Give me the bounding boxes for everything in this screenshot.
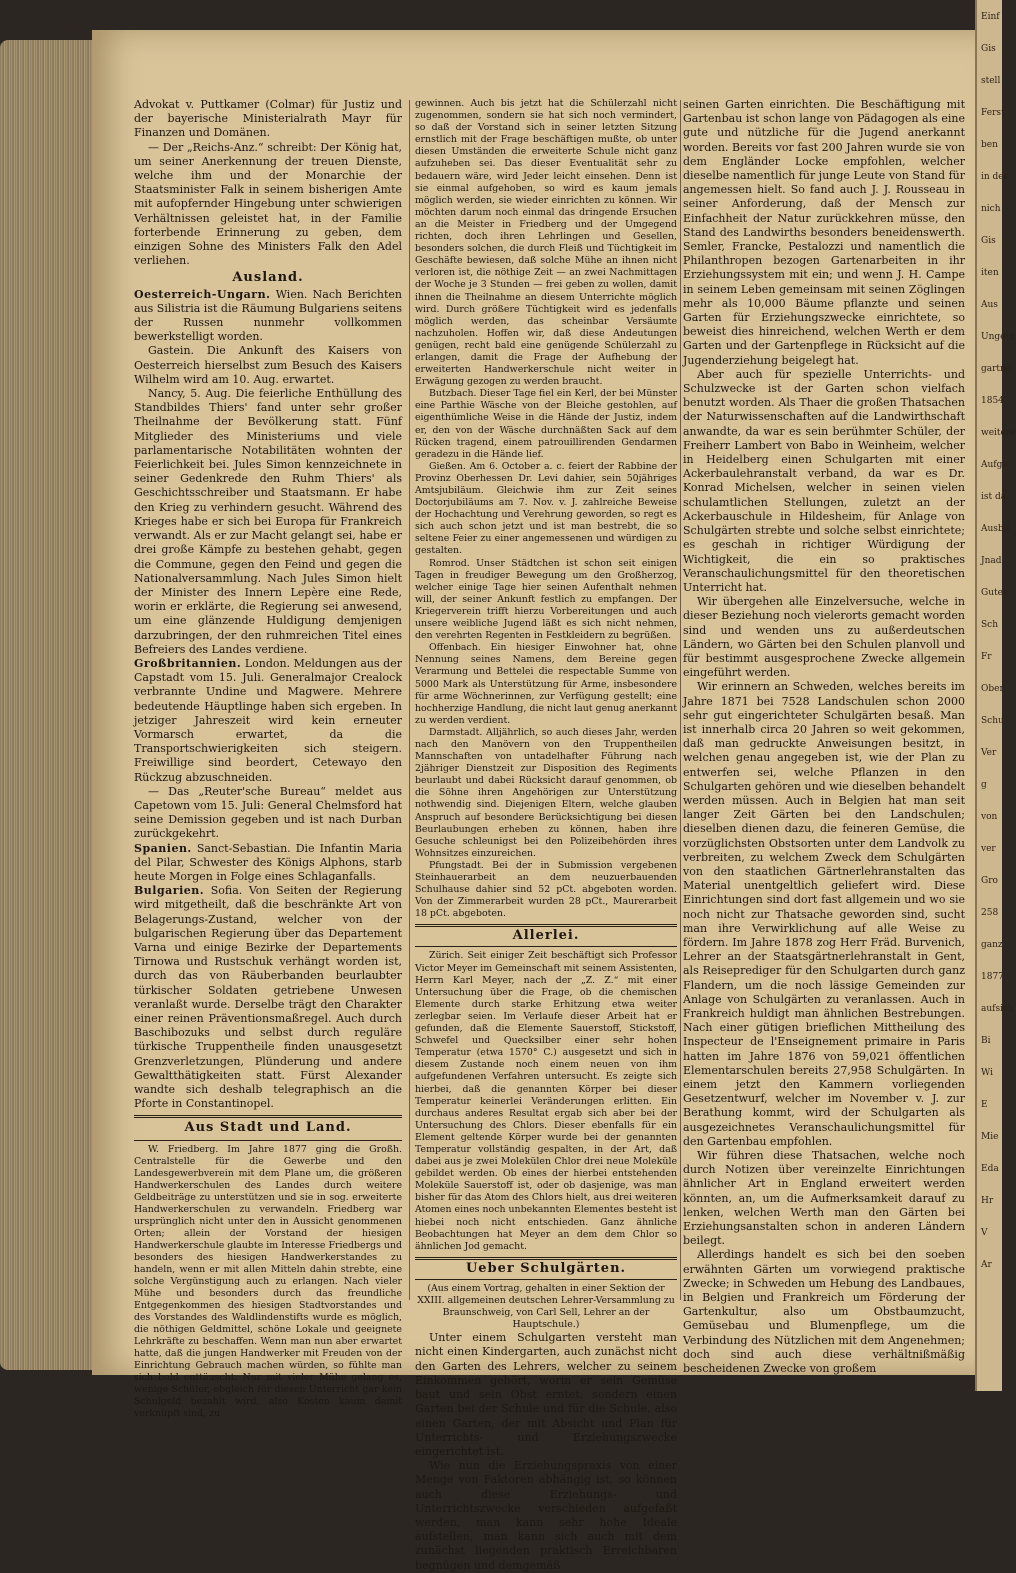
edge-text-fragment: ist da bbox=[981, 492, 1007, 502]
edge-text-fragment: Bi bbox=[981, 1036, 991, 1046]
paragraph: Gießen. Am 6. October a. c. feiert der Rabbine der Provinz Oberhessen Dr. Levi dahier, sein 50jähriges Amtsjubiläum. Gleichwie ihm zur Zeit seines Doctorjubiläums am 7. Nov. v. J. zahlreiche Beweise der Hochachtung und Verehrung geworden, so regt es sich auch schon jetzt und ist man bestrebt, die so seltene Feier zu einer angemessenen und würdigen zu gestalten. bbox=[415, 460, 677, 557]
paragraph: Butzbach. Dieser Tage fiel ein Kerl, der bei Münster eine Parthie Wäsche von der Bleiche gestohlen, auf eigenthümliche Weise in die Hände der Justiz, indem er, den von der Wäsche durchnäßten Sack auf dem Rücken tragend, einem patrouillirenden Gendarmen geradezu in die Hände lief. bbox=[415, 388, 677, 460]
edge-text-fragment: gartne bbox=[981, 364, 1012, 374]
paragraph: Wir übergehen alle Einzelversuche, welche in dieser Beziehung noch vielerorts gemacht worden sind und wenden uns zu außerdeutschen Ländern, wo Gärten bei den Schulen planvoll und für bestimmt ausgesprochene Zwecke allgemein eingeführt werden. bbox=[683, 595, 965, 680]
paragraph: gewinnen. Auch bis jetzt hat die Schülerzahl nicht zugenommen, sondern sie hat sich noch vermindert, so daß der Vorstand sich in seiner letzten Sitzung ernstlich mit der Frage beschäftigen mußte, ob unter diesen Umständen die erweiterte Schule nicht ganz aufzuheben sei. Das dieser Eventualität sehr zu bedauern wäre, wird Jeder leicht einsehen. Denn ist sie einmal aufgehoben, so wird es kaum jemals möglich werden, sie wieder einrichten zu können. Wir möchten darum noch einmal das dringende Ersuchen an die Meister in Friedberg und der Umgegend richten, doch ihren Lehrlingen und Gesellen, besonders solchen, die durch Fleiß und Tüchtigkeit im Geschäfte bewiesen, daß solche Mühe an ihnen nicht verloren ist, die nöthige Zeit — an zwei Nachmittagen der Woche je 3 Stunden — frei geben zu wollen, damit ihnen die Theilnahme an diesem Unterrichte möglich wird. Durch größere Tüchtigkeit wird es jedenfalls möglich werden, das scheinbar Versäumte nachzuholen. Hoffen wir, daß diese Andeutungen genügen, recht bald eine genügende Schülerzahl zu erlangen, damit die Frage der Aufhebung der erweiterten Handwerkerschule nicht weiter in Erwägung gezogen zu werden braucht. bbox=[415, 98, 677, 388]
edge-text-fragment: Ferst bbox=[981, 108, 1005, 118]
country-heading: Oesterreich-Ungarn. bbox=[134, 287, 271, 301]
next-page-edge bbox=[975, 0, 1016, 1391]
article-subtitle: (Aus einem Vortrag, gehalten in einer Sektion der XXIII. allgemeinen deutschen Lehrer-Versammlung zu Braunschweig, von Carl Sell, Lehrer an der Hauptschule.) bbox=[417, 1282, 675, 1331]
edge-text-fragment: Eda bbox=[981, 1164, 999, 1174]
section-rule bbox=[134, 1140, 402, 1141]
paragraph: Wie nun die Erziehungspraxis von einer Menge von Faktoren abhängig ist, so können auch diese Erziehungs- und Unterrichtszwecke verschieden aufgefaßt werden, man kann sehr hohe Ideale aufstellen, man kann sich auch mit dem zunächst liegenden praktisch Erreichbaren begnügen und demgemäß bbox=[415, 1459, 677, 1572]
edge-text-fragment: Gro bbox=[981, 876, 998, 886]
section-rule bbox=[415, 946, 677, 947]
edge-text-fragment: aufsich bbox=[981, 1004, 1014, 1014]
edge-text-fragment: weitere bbox=[981, 428, 1016, 438]
edge-text-fragment: Schu bbox=[981, 716, 1004, 726]
paragraph: Romrod. Unser Städtchen ist schon seit einigen Tagen in freudiger Bewegung um den Großherzog, welcher einige Tage hier seinen Aufenthalt nehmen will, der seiner Ankunft festlich zu empfangen. Der Kriegerverein trifft hierzu Vorbereitungen und auch unsere weibliche Jugend läßt es sich nicht nehmen, den verehrten Regenten in Festkleidern zu begrüßen. bbox=[415, 557, 677, 642]
paragraph: Wir erinnern an Schweden, welches bereits im Jahre 1871 bei 7528 Landschulen schon 2000 sehr gut eingerichteter Schulgärten besaß. Man ist innerhalb circa 20 Jahren so weit gekommen, daß man gedruckte Anweisungen besitzt, in welchen genau angegeben ist, wie der Plan zu entwerfen sei, welche Pflanzen in den Schulgarten gehören und wie dieselben behandelt werden müssen. Auch in Belgien hat man seit langer Zeit Gärten bei den Landschulen; dieselben dienen dazu, die feineren Gemüse, die vorzüglichsten Obstsorten unter dem Landvolk zu verbreiten, zu welchem Zweck dem Schulgärten von den staatlichen Gärtnerlehranstalten das Material unentgeltlich geliefert wird. Diese Einrichtungen sind dort fast allgemein und wo sie noch nicht zur Thatsache geworden sind, sucht man ihre Verwirklichung auf alle Weise zu fördern. Im Jahre 1878 zog Herr Fräd. Burvenich, Lehrer an der Staatsgärtnerlehranstalt in Gent, als Reiseprediger für den Schulgarten durch ganz Flandern, um die noch lässige Gemeinden zur Anlage von Schulgärten zu veranlassen. Auch in Frankreich huldigt man ähnlichen Bestrebungen. Nach einer gütigen brieflichen Mittheilung des Inspecteur de l'Enseignement primaire in Paris hatten im Jahre 1876 von 59,021 öffentlichen Elementarschulen bereits 27,958 Schulgärten. In einem jetzt den Kammern vorliegenden Gesetzentwurf, welcher im November v. J. zur Berathung kommt, wird der Schulgarten als ausgezeichnetes Veranschaulichungsmittel für den Gartenbau empfohlen. bbox=[683, 680, 965, 1148]
section-heading: Aus Stadt und Land. bbox=[184, 1120, 352, 1136]
edge-text-fragment: stell bbox=[981, 76, 1001, 86]
paragraph: Wien. Nach Berichten aus Silistria ist die Räumung Bulgariens seitens der Russen nunmehr vollkommen bewerkstelligt worden. bbox=[134, 287, 402, 344]
paragraph: Sanct-Sebastian. Die Infantin Maria del Pilar, Schwester des Königs Alphons, starb heute Morgen in Folge eines Schlaganfalls. bbox=[134, 841, 402, 883]
paragraph: Nancy, 5. Aug. Die feierliche Enthüllung des Standbildes Thiers' fand unter sehr großer Theilnahme der Bevölkerung statt. Fünf Mitglieder des Ministeriums und viele parlamentarische Notabilitäten wohnten der Feierlichkeit bei. Jules Simon kennzeichnete in seiner Gedenkrede den Ruhm Thiers' als Geschichtsschreiber und Staatsmann. Er habe den Krieg zu verhindern gesucht. Während des Krieges habe er sich bei Europa für Frankreich verwandt. Als er zur Macht gelangt sei, habe er drei große Kämpfe zu bestehen gehabt, gegen die Commune, gegen den Feind und gegen die Nationalversammlung. Nach Jules Simon hielt der Minister des Innern Lepère eine Rede, worin er erklärte, die Regierung sei anwesend, um eine glänzende Huldigung demjenigen darzubringen, der den ruhmreichen Titel eines Befreiers des Landes verdiene. bbox=[134, 387, 402, 656]
edge-text-fragment: Aus bbox=[981, 300, 998, 310]
edge-text-fragment: E bbox=[981, 1100, 988, 1110]
paragraph: Advokat v. Puttkamer (Colmar) für Justiz und der bayerische Ministerialrath Mayr für Finanzen und Domänen. bbox=[134, 98, 402, 140]
section-heading: Allerlei. bbox=[512, 928, 580, 944]
edge-text-fragment: ben bbox=[981, 140, 998, 150]
edge-text-fragment: Gis bbox=[981, 44, 996, 54]
edge-text-fragment: in der bbox=[981, 172, 1008, 182]
edge-text-fragment: 1877 bbox=[981, 972, 1004, 982]
paragraph: — Der „Reichs-Anz.“ schreibt: Der König hat, um seiner Anerkennung der treuen Dienste, welche ihm und der Monarchie der Staatsminister Falk in seinem bisherigen Amte mit aufopfernder Hingebung unter schwierigen Verhältnissen geleistet hat, in der Familie forterbende Erinnerung zu geben, dem einzigen Sohne des Ministers Falk den Adel verliehen. bbox=[134, 140, 402, 268]
article-heading: Ueber Schulgärten. bbox=[465, 1260, 627, 1276]
edge-text-fragment: Wi bbox=[981, 1068, 993, 1078]
section-rule bbox=[415, 1279, 677, 1280]
paragraph: Pfungstadt. Bei der in Submission vergebenen Steinhauerarbeit an dem neuzuerbauenden Schulhause dahier sind 52 pCt. abgeboten worden. Von der Zimmerarbeit wurden 28 pCt., Maurerarbeit 18 pCt. abgeboten. bbox=[415, 859, 677, 920]
paragraph: Wir führen diese Thatsachen, welche noch durch Notizen über vereinzelte Einrichtungen ähnlicher Art in England erweitert werden könnten, an, um die Aufmerksamkeit darauf zu lenken, welchen Werth man den Gärten bei Erziehungsanstalten schon in anderen Ländern beilegt. bbox=[683, 1149, 965, 1248]
paragraph: — Das „Reuter'sche Bureau“ meldet aus Capetown vom 15. Juli: General Chelmsford hat seine Demission gegeben und ist nach Durban zurückgekehrt. bbox=[134, 784, 402, 841]
section-rule bbox=[415, 1257, 677, 1260]
edge-text-fragment: Sch bbox=[981, 620, 999, 630]
edge-text-fragment: ganz bbox=[981, 940, 1003, 950]
book-page-edges bbox=[0, 40, 104, 1370]
column-middle bbox=[415, 98, 677, 1572]
edge-text-fragment: ver bbox=[981, 844, 996, 854]
edge-text-fragment: 1854 bbox=[981, 396, 1004, 406]
paragraph: Allerdings handelt es sich bei den soeben erwähnten Gärten um vorwiegend praktische Zwecke; in Schweden um Hebung des Landbaues, in Belgien und Frankreich um Förderung der Gartenkultur, also um Obstbaumzucht, Gemüsebau und Blumenpflege, um die Verbindung des Nützlichen mit dem Angenehmen; doch sind auch diese verhältnißmäßig bescheidenen Zwecke von großem bbox=[683, 1248, 965, 1376]
column-rule bbox=[680, 100, 681, 1300]
edge-text-fragment: Fr bbox=[981, 652, 992, 662]
paragraph: Unter einem Schulgarten versteht man nicht einen Kindergarten, auch zunächst nicht den Garten des Lehrers, welcher zu seinem Einkommen gehört, worin er sein Gemüse baut und sein Obst erntet, sondern einen Garten bei der Schule und für die Schule, also einen Garten, der mit Absicht und Plan für Unterrichts- und Erziehungszwecke eingerichtet ist. bbox=[415, 1331, 677, 1458]
paragraph: Darmstadt. Alljährlich, so auch dieses Jahr, werden nach den Manövern von den Truppentheilen Mannschaften von untadelhafter Führung nach 2jähriger Dienstzeit zur Disposition des Regiments beurlaubt und dabei Rücksicht darauf genommen, ob die Söhne ihren Angehörigen zur Unterstützung nothwendig sind. Diejenigen Eltern, welche glauben Anspruch auf besondere Berücksichtigung bei diesen Beurlaubungen erheben zu können, haben ihre Gesuche schleunigst bei den Polizeibehörden ihres Wohnsitzes einzureichen. bbox=[415, 726, 677, 859]
edge-text-fragment: Jnad bbox=[981, 556, 1002, 566]
country-heading: Spanien. bbox=[134, 841, 192, 855]
edge-text-fragment: Hr bbox=[981, 1196, 994, 1206]
paragraph: Zürich. Seit einiger Zeit beschäftigt sich Professor Victor Meyer im Gemeinschaft mit seinem Assistenten, Herrn Karl Meyer, nach der „Z. Z.“ mit einer Untersuchung über die Frage, ob die chemischen Elemente durch starke Erhitzung etwa weiter zerlegbar seien. Im Verlaufe dieser Arbeit hat er gefunden, daß die Elemente Sauerstoff, Stickstoff, Schwefel und Quecksilber einer sehr hohen Temperatur (etwa 1570° C.) ausgesetzt und sich in diesem Zustande noch einem neuen von ihm aufgefundenen Verfahren untersucht. Es zeigte sich hierbei, daß die genannten Körper bei dieser Temperatur keinerlei Veränderungen erlitten. Ein durchaus anderes Resultat ergab sich aber bei der Untersuchung des Chlors. Dieser ebenfalls für ein Element geltende Körper wurde bei der genannten Temperatur vollständig gespalten, in der Art, daß dabei aus je zwei Molekülen Chlor drei neue Moleküle gebildet werden. Ob eines der hierbei entstehenden Moleküle Sauerstoff ist, oder ob dasjenige, was man bisher für das Atom des Chlors hielt, aus drei weiteren Atomen eines noch unbekannten Elementes besteht ist hiebei noch nicht entschieden. Ganz ähnliche Beobachtungen hat Meyer an dem dem Chlor so ähnlichen Jod gemacht. bbox=[415, 950, 677, 1252]
edge-text-fragment: g bbox=[981, 780, 987, 790]
edge-text-fragment: Aufga bbox=[981, 460, 1008, 470]
country-heading: Bulgarien. bbox=[134, 884, 205, 898]
section-heading: Ausland. bbox=[232, 270, 304, 286]
paragraph: W. Friedberg. Im Jahre 1877 ging die Großh. Centralstelle für die Gewerbe und den Landesgewerbverein mit dem Plane um, die größeren Handwerkerschulen des Landes durch weitere Geldbeiträge zu unterstützen und sie in sog. erweiterte Handwerkerschulen zu verwandeln. Friedberg war ursprünglich nicht unter den in Aussicht genommenen Orten; allein der Vorstand der hiesigen Handwerkerschule glaubte im Interesse Friedbergs und besonders des hiesigen Handwerkerstandes zu handeln, wenn er mit allen Mitteln dahin strebte, eine solche Vergünstigung auch zu erlangen. Nach vieler Mühe und besonders durch das freundliche Entgegenkommen des hiesigen Stadtvorstandes und des Vorstandes des Waldlindenstifts wurde es möglich, die nöthigen Geldmittel, schöne Lokale und geeignete Lehrkräfte zu beschaffen. Wenn man nun aber erwartet hatte, daß die jungen Handwerker mit Freuden von der Einrichtung Gebrauch machen würden, so fühlte man sich bald enttäuscht. Nur mit vieler Mühe gelang es, wenige Schüler, obgleich für diesen Unterricht gar kein Schulgeld bezahlt wird, also Kosten kaum damit verknüpft sind, zu bbox=[134, 1143, 402, 1419]
edge-text-fragment: Gis bbox=[981, 236, 996, 246]
paragraph: Aber auch für spezielle Unterrichts- und Schulzwecke ist der Garten schon vielfach benutzt worden. Als Thaer die großen Thatsachen der Naturwissenschaften auf die Landwirthschaft anwandte, da war es sein berühmter Schüler, der Freiherr Lambert von Babo in Weinheim, welcher in Heidelberg einen Schulgarten mit einer Ackerbaulehranstalt verband, da war es Dr. Konrad Michelsen, welcher in seinen vielen schulamtlichen Stellungen, zuletzt an der Ackerbauschule in Hildesheim, für Anlage von Schulgärten strebte und solche selbst einrichtete; es geschah in richtiger Würdigung der Wichtigkeit, die ein so praktisches Veranschaulichungsmittel für den theoretischen Unterricht hat. bbox=[683, 367, 965, 594]
edge-text-fragment: Ar bbox=[981, 1260, 992, 1270]
edge-text-fragment: Gutes bbox=[981, 588, 1008, 598]
edge-text-fragment: Ober bbox=[981, 684, 1004, 694]
edge-text-fragment: Ausbil bbox=[981, 524, 1010, 534]
paragraph: Gastein. Die Ankunft des Kaisers von Oesterreich hierselbst zum Besuch des Kaisers Wilhelm wird am 10. Aug. erwartet. bbox=[134, 344, 402, 386]
edge-text-fragment: Ver bbox=[981, 748, 997, 758]
edge-text-fragment: Ungern bbox=[981, 332, 1016, 342]
paragraph: Sofia. Von Seiten der Regierung wird mitgetheilt, daß die beschränkte Art von Belagerungs-Zustand, welcher von der bulgarischen Regierung über das Departement Varna und einige Bezirke der Departements Tirnowa und Rustschuk verhängt worden ist, durch das von Räuberbanden beurlaubter türkischer Soldaten getriebene Unwesen veranlaßt wurde. Derselbe trägt den Charakter einer reinen Präventionsmaßregel. Auch durch Baschibozuks und selbst durch reguläre türkische Truppentheile finden unausgesetzt Grenzverletzungen, Plünderung und andere Gewaltthätigkeiten statt. Fürst Alexander wandte sich deshalb telegraphisch an die Pforte in Constantinopel. bbox=[134, 884, 402, 1111]
paragraph: London. Meldungen aus der Capstadt vom 15. Juli. Generalmajor Crealock verbrannte Undine und Magwere. Mehrere bedeutende Häuptlinge haben sich ergeben. In jetziger Jahreszeit wird kein erneuter Vormarsch erwartet, da die Transportschwierigkeiten sich steigern. Freiwillige sind beordert, Cetewayo den Rückzug abzuschneiden. bbox=[134, 656, 402, 784]
edge-text-fragment: nich bbox=[981, 204, 1001, 214]
section-rule bbox=[415, 924, 677, 927]
section-rule bbox=[134, 1115, 402, 1118]
edge-text-fragment: von bbox=[981, 812, 998, 822]
edge-text-fragment: iten bbox=[981, 268, 999, 278]
country-heading: Großbritannien. bbox=[134, 656, 242, 670]
edge-text-fragment: Einf bbox=[981, 12, 1000, 22]
edge-text-fragment: Mie bbox=[981, 1132, 999, 1142]
paragraph: seinen Garten einrichten. Die Beschäftigung mit Gartenbau ist schon lange von Pädagogen als eine gute und nützliche für die Jugend anerkannt worden. Bereits vor fast 200 Jahren wurde sie von dem Engländer Locke empfohlen, welcher dieselbe namentlich für junge Leute von Stand für angemessen hielt. So fand auch J. J. Rousseau in seiner Anforderung, daß der Mensch zur Einfachheit der Natur zurückkehren müsse, den Stand des Landwirths besonders beneidenswerth. Semler, Francke, Pestalozzi und namentlich die Philanthropen bezogen Gartenarbeiten in ihr Erziehungssystem mit ein; und wenn J. H. Campe in seinem Leben gemeinsam mit seinen Zöglingen mehr als 10,000 Bäume pflanzte und seinen Garten für Erziehungszwecke einrichtete, so beweist dies hinreichend, welchen Werth er dem Garten und der Gartenpflege in Rücksicht auf die Jugenderziehung beigelegt hat. bbox=[683, 98, 965, 367]
column-right bbox=[683, 98, 965, 1376]
column-rule bbox=[409, 100, 410, 1300]
paragraph: Offenbach. Ein hiesiger Einwohner hat, ohne Nennung seines Namens, dem Bereine gegen Verarmung und Bettelei die respectable Summe von 5000 Mark als Unterstützung für Arme, insbesondere für arme Wöchnerinnen, zur Verfügung gestellt; eine hochherzige Handlung, die nicht laut genug anerkannt zu werden verdient. bbox=[415, 642, 677, 726]
edge-text-fragment: 258 bbox=[981, 908, 999, 918]
edge-text-fragment: V bbox=[981, 1228, 988, 1238]
column-left bbox=[134, 98, 402, 1419]
